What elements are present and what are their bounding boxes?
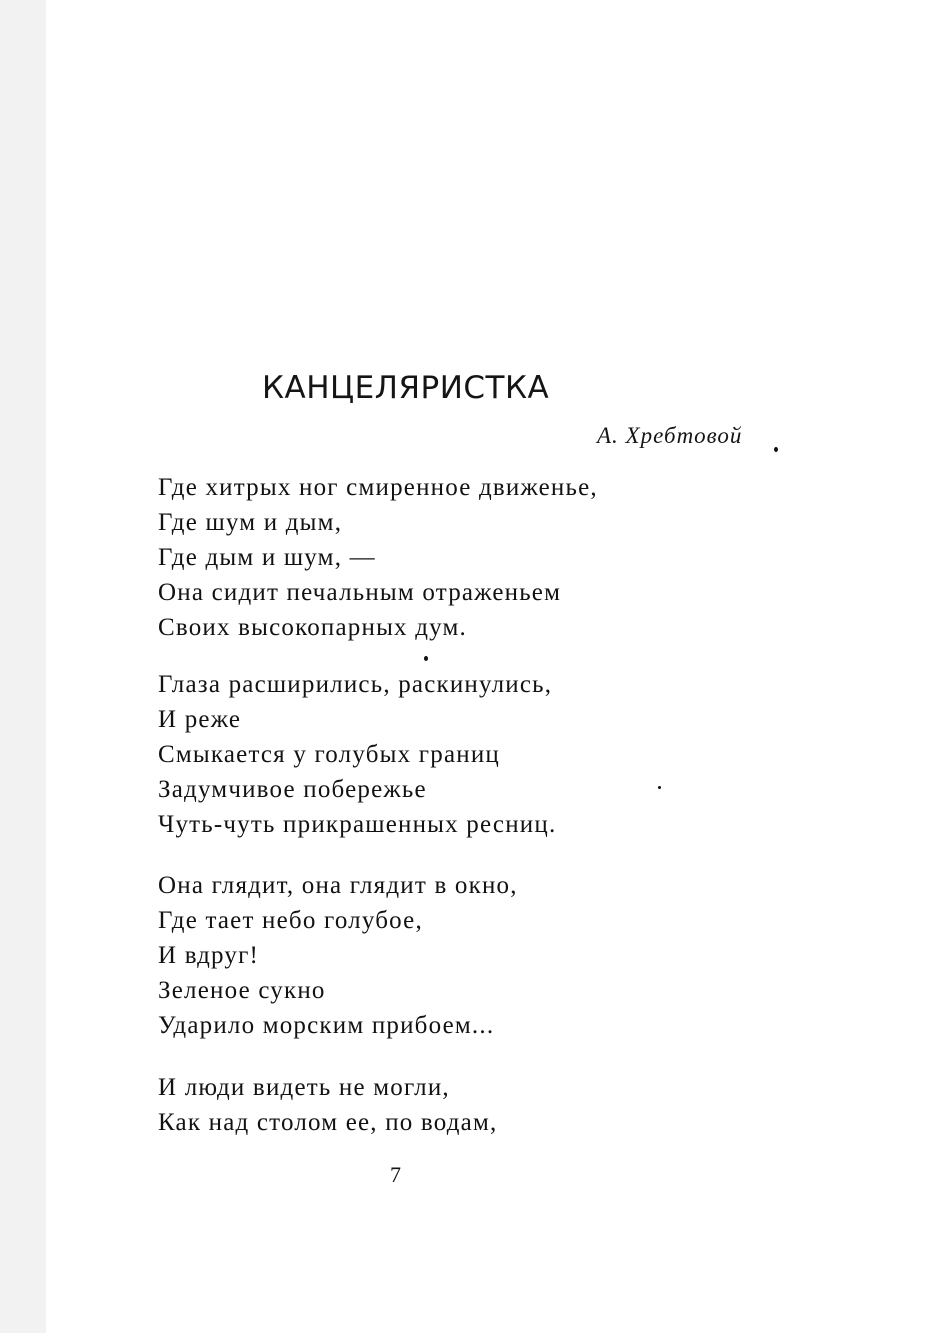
- poem-title: КАНЦЕЛЯРИСТКА: [262, 370, 550, 406]
- poem-line: Глаза расширились, раскинулись,: [158, 671, 553, 698]
- poem-line: Задумчивое побережье: [158, 776, 427, 803]
- page-number: 7: [390, 1162, 401, 1187]
- poem-line: И реже: [158, 706, 242, 733]
- scan-margin-shade: [0, 0, 46, 1333]
- poem-line: Она глядит, она глядит в окно,: [158, 872, 518, 899]
- scan-speck: [424, 656, 428, 661]
- poem-line: Где хитрых ног смиренное движенье,: [158, 474, 598, 501]
- poem-line: Чуть-чуть прикрашенных ресниц.: [158, 811, 557, 838]
- poem-line: Ударило морским прибоем...: [158, 1012, 495, 1039]
- poem-line: Где шум и дым,: [158, 509, 343, 536]
- poem-line: И вдруг!: [158, 942, 260, 969]
- poem-line: Она сидит печальным отраженьем: [158, 579, 562, 606]
- poem-line: Смыкается у голубых границ: [158, 741, 500, 768]
- scan-speck: [774, 447, 778, 452]
- poem-line: Где дым и шум, —: [158, 544, 376, 571]
- poem-line: Как над столом ее, по водам,: [158, 1109, 498, 1136]
- poem-dedication: А. Хребтовой: [597, 423, 743, 448]
- poem-line: Зеленое сукно: [158, 977, 326, 1004]
- scan-speck: [658, 786, 661, 789]
- poem-line: Своих высокопарных дум.: [158, 614, 467, 641]
- poem-line: Где тает небо голубое,: [158, 907, 423, 934]
- poem-line: И люди видеть не могли,: [158, 1074, 450, 1101]
